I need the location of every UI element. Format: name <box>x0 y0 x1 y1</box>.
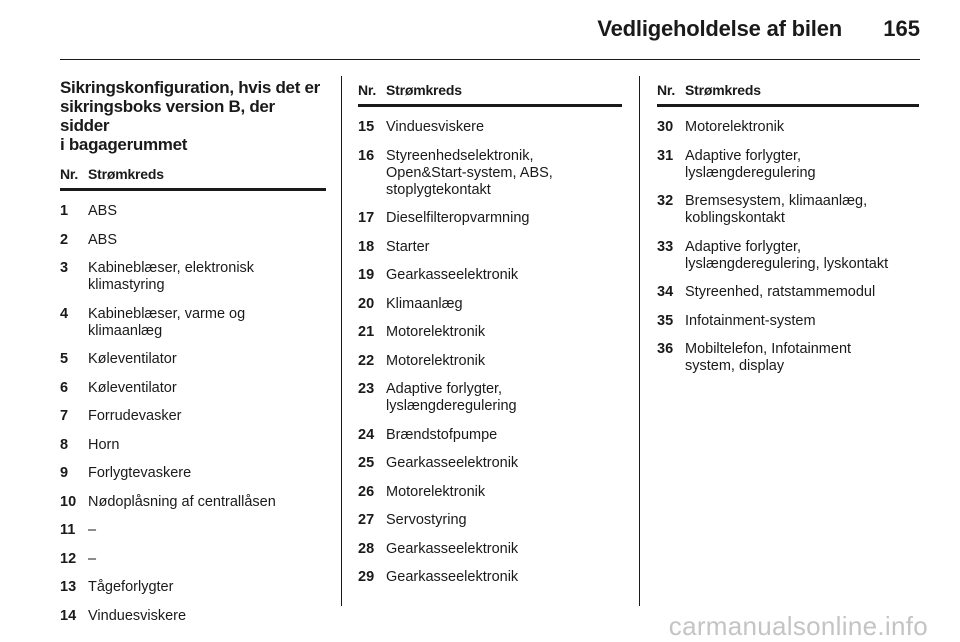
fuse-number: 19 <box>358 267 375 283</box>
table-row <box>60 579 326 596</box>
page-header <box>0 0 960 60</box>
fuse-circuit: Nødoplåsning af centrallåsen <box>88 493 276 510</box>
fuse-number: 6 <box>60 379 69 396</box>
fuse-circuit: Gearkasseelektronik <box>386 540 519 557</box>
table-row <box>657 119 919 136</box>
header-circuit: Strømkreds <box>386 82 462 98</box>
fuse-circuit: Motorelektronik <box>685 119 785 135</box>
fuse-circuit: Kabineblæser, varme og klimaanlæg <box>88 305 246 339</box>
table-row <box>60 408 326 425</box>
table-row <box>657 284 919 301</box>
fuse-circuit: Adaptive forlygter, lyslængderegulering, lyskontakt <box>685 238 889 272</box>
fuse-circuit: Køleventilator <box>88 379 177 396</box>
fuse-circuit: Tågeforlygter <box>88 579 174 595</box>
fuse-circuit: Servostyring <box>386 512 467 528</box>
table-row <box>358 484 622 501</box>
fuse-number: 7 <box>60 408 69 424</box>
fuse-circuit: Gearkasseelektronik <box>386 455 519 471</box>
fuse-circuit: Motorelektronik <box>386 324 486 340</box>
table-row <box>60 608 326 625</box>
fuse-circuit: Styreenhed, ratstammemodul <box>685 284 876 300</box>
section-title: Sikringskonfiguration, hvis det er sikringsboks version B, der sidder i bagagerummet <box>60 78 320 154</box>
fuse-circuit: Brændstofpumpe <box>386 426 498 443</box>
column-1 <box>60 76 326 636</box>
fuse-circuit: Adaptive forlygter, lyslængderegulering <box>386 381 517 414</box>
fuse-number: 2 <box>60 231 69 248</box>
table-row <box>657 341 919 375</box>
fuse-number: 4 <box>60 305 69 322</box>
fuse-circuit: ABS <box>88 231 118 248</box>
table-row <box>358 512 622 529</box>
fuse-number: 29 <box>358 569 375 585</box>
fuse-circuit: – <box>88 550 97 567</box>
fuse-number: 26 <box>358 483 375 500</box>
table-row <box>358 353 622 370</box>
table-header <box>358 82 622 107</box>
fuse-circuit: Gearkasseelektronik <box>386 569 519 585</box>
table-row <box>60 232 326 249</box>
table-row <box>358 381 622 415</box>
table-row <box>657 148 919 182</box>
fuse-circuit: Styreenhedselektronik, Open&Start-system, ABS, stoplygtekontakt <box>386 147 553 198</box>
table-row <box>358 148 622 199</box>
table-row <box>60 551 326 568</box>
table-row <box>358 541 622 558</box>
table-row <box>60 465 326 482</box>
fuse-number: 28 <box>358 540 375 557</box>
fuse-list <box>657 119 919 375</box>
fuse-circuit: Forlygtevaskere <box>88 465 192 481</box>
fuse-circuit: Motorelektronik <box>386 352 486 369</box>
fuse-number: 8 <box>60 436 69 453</box>
fuse-circuit: Bremsesystem, klimaanlæg, koblingskontakt <box>685 193 868 226</box>
fuse-number: 33 <box>657 238 674 255</box>
table-row <box>657 193 919 227</box>
fuse-circuit: Gearkasseelektronik <box>386 267 519 283</box>
header-divider <box>60 59 920 60</box>
fuse-circuit: Kabineblæser, elektronisk klimastyring <box>88 260 255 293</box>
table-row <box>60 522 326 539</box>
fuse-circuit: Forrudevasker <box>88 408 182 424</box>
table-row <box>657 239 919 273</box>
fuse-number: 27 <box>358 512 375 528</box>
fuse-number: 11 <box>60 522 76 538</box>
fuse-number: 30 <box>657 119 674 135</box>
fuse-number: 34 <box>657 284 674 300</box>
fuse-number: 15 <box>358 119 375 135</box>
fuse-circuit: Klimaanlæg <box>386 295 463 312</box>
header-nr: Nr. <box>657 82 676 98</box>
table-row <box>358 427 622 444</box>
table-row <box>60 203 326 220</box>
table-row <box>358 210 622 227</box>
header-nr: Nr. <box>358 82 377 98</box>
fuse-circuit: Vinduesviskere <box>386 119 485 135</box>
column-2 <box>358 76 622 598</box>
fuse-number: 31 <box>657 147 674 164</box>
table-header <box>657 82 919 107</box>
fuse-list <box>60 203 326 625</box>
fuse-circuit: Starter <box>386 238 430 255</box>
fuse-number: 1 <box>60 203 69 219</box>
table-row <box>60 437 326 454</box>
fuse-circuit: Køleventilator <box>88 351 177 367</box>
column-divider <box>341 76 342 606</box>
fuse-number: 17 <box>358 210 375 226</box>
fuse-circuit: Infotainment-system <box>685 312 816 329</box>
fuse-number: 14 <box>60 607 77 624</box>
fuse-number: 32 <box>657 193 674 209</box>
fuse-circuit: Adaptive forlygter, lyslængderegulering <box>685 147 816 181</box>
fuse-number: 9 <box>60 465 69 481</box>
fuse-circuit: – <box>88 522 97 538</box>
fuse-number: 13 <box>60 579 77 595</box>
table-row <box>358 239 622 256</box>
page-title: Vedligeholdelse af bilen <box>597 16 842 41</box>
fuse-circuit: Dieselfilteropvarmning <box>386 210 530 226</box>
fuse-number: 12 <box>60 550 77 567</box>
fuse-number: 21 <box>358 324 375 340</box>
table-row <box>358 267 622 284</box>
header-circuit: Strømkreds <box>685 82 761 98</box>
fuse-circuit: Horn <box>88 436 120 453</box>
fuse-number: 25 <box>358 455 375 471</box>
fuse-list <box>358 119 622 586</box>
table-row <box>657 313 919 330</box>
fuse-circuit: Motorelektronik <box>386 483 486 500</box>
fuse-number: 20 <box>358 295 375 312</box>
table-row <box>60 351 326 368</box>
watermark: carmanualsonline.info <box>668 611 928 641</box>
page-number: 165 <box>883 16 920 41</box>
fuse-circuit: Vinduesviskere <box>88 607 187 624</box>
fuse-number: 3 <box>60 260 69 276</box>
fuse-number: 35 <box>657 312 674 329</box>
table-row <box>358 455 622 472</box>
table-row <box>60 380 326 397</box>
fuse-number: 36 <box>657 341 674 357</box>
fuse-circuit: Mobiltelefon, Infotainment system, display <box>685 341 852 374</box>
column-3 <box>657 76 919 387</box>
fuse-number: 10 <box>60 493 77 510</box>
table-row <box>60 306 326 340</box>
fuse-number: 16 <box>358 147 375 164</box>
header-circuit: Strømkreds <box>88 166 164 182</box>
fuse-circuit: ABS <box>88 203 118 219</box>
fuse-number: 23 <box>358 381 375 397</box>
table-row <box>358 119 622 136</box>
fuse-number: 5 <box>60 351 69 367</box>
table-row <box>358 324 622 341</box>
fuse-number: 24 <box>358 426 375 443</box>
fuse-number: 18 <box>358 238 375 255</box>
table-row <box>358 296 622 313</box>
fuse-number: 22 <box>358 352 375 369</box>
header-nr: Nr. <box>60 166 79 182</box>
table-row <box>60 260 326 294</box>
table-row <box>358 569 622 586</box>
table-row <box>60 494 326 511</box>
table-header <box>60 166 326 191</box>
column-divider <box>639 76 640 606</box>
